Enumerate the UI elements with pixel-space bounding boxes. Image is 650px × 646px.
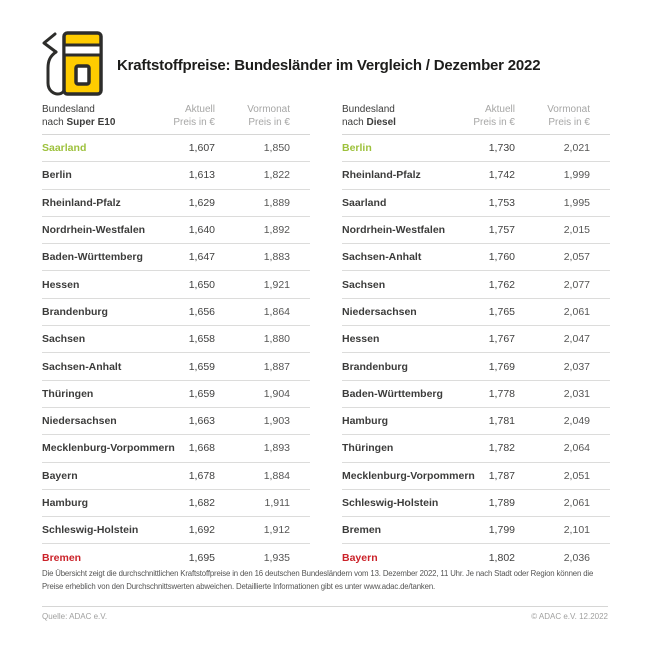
table-row (342, 271, 610, 298)
table-row (342, 544, 610, 570)
state-name: Thüringen (42, 387, 94, 400)
vormonat-price: 2,036 (563, 551, 590, 564)
state-name: Brandenburg (342, 360, 408, 373)
table-header (42, 103, 310, 135)
footnote-line2: Preise erheblich von den Durchschnittswerten abweichen. Detaillierte Informationen gibt es unter www.adac.de/tanken. (42, 581, 436, 591)
vormonat-price: 1,887 (263, 360, 290, 373)
vormonat-price: 1,999 (563, 169, 590, 182)
vormonat-price: 1,864 (263, 305, 290, 318)
table-row (42, 135, 310, 162)
table-row (342, 244, 610, 271)
table-body (42, 135, 310, 571)
column-header-line1: Bundesland (342, 104, 395, 115)
aktuell-price: 1,769 (488, 360, 515, 373)
vormonat-price: 2,015 (563, 224, 590, 237)
state-name: Baden-Württemberg (342, 387, 443, 400)
table-row (42, 490, 310, 517)
fuel-pump-icon (38, 30, 104, 100)
column-header-vormonat: Vormonat Preis in € (547, 104, 590, 128)
state-name: Berlin (42, 169, 72, 182)
table-row (42, 435, 310, 462)
vormonat-price: 2,047 (563, 333, 590, 346)
aktuell-price: 1,730 (488, 142, 515, 155)
state-name: Sachsen (42, 333, 86, 346)
vormonat-price: 1,893 (263, 442, 290, 455)
table-row (42, 326, 310, 353)
vormonat-price: 2,049 (563, 415, 590, 428)
state-name: Bayern (342, 551, 378, 564)
vormonat-price: 2,064 (563, 442, 590, 455)
aktuell-price: 1,765 (488, 305, 515, 318)
aktuell-price: 1,767 (488, 333, 515, 346)
table-row (342, 326, 610, 353)
aktuell-price: 1,789 (488, 497, 515, 509)
vormonat-price: 1,995 (563, 196, 590, 209)
vormonat-price: 1,822 (263, 169, 290, 182)
vormonat-price: 2,037 (563, 360, 590, 373)
state-name: Niedersachsen (42, 415, 117, 428)
state-name: Berlin (342, 142, 372, 155)
vormonat-price: 2,021 (563, 142, 590, 155)
state-name: Brandenburg (42, 305, 108, 318)
aktuell-price: 1,762 (488, 278, 515, 291)
table-body (342, 135, 610, 571)
table-row (42, 544, 310, 570)
table-super-e10 (42, 103, 310, 571)
table-row (42, 299, 310, 326)
aktuell-price: 1,650 (188, 278, 215, 291)
state-name: Mecklenburg-Vorpommern (42, 442, 175, 455)
aktuell-price: 1,640 (188, 224, 215, 237)
table-row (42, 353, 310, 380)
footer-divider (42, 606, 608, 607)
table-row (342, 353, 610, 380)
tables-container (42, 103, 610, 571)
table-row (342, 490, 610, 517)
table-row (42, 190, 310, 217)
state-name: Bremen (42, 551, 82, 564)
table-row (342, 517, 610, 544)
table-row (42, 271, 310, 298)
aktuell-price: 1,692 (188, 524, 215, 537)
fuel-prefix: nach (42, 117, 67, 128)
state-name: Schleswig-Holstein (342, 497, 439, 509)
copyright-label: © ADAC e.V. 12.2022 (531, 612, 608, 621)
state-name: Rheinland-Pfalz (342, 169, 421, 182)
table-row (42, 162, 310, 189)
vormonat-price: 1,912 (263, 524, 290, 537)
table-row (42, 517, 310, 544)
aktuell-price: 1,658 (188, 333, 215, 346)
vormonat-price: 2,031 (563, 387, 590, 400)
vormonat-price: 1,892 (263, 224, 290, 237)
column-header-line1: Bundesland (42, 104, 95, 115)
column-header-aktuell: Aktuell Preis in € (473, 104, 515, 128)
aktuell-price: 1,760 (488, 251, 515, 264)
state-name: Saarland (42, 142, 87, 155)
vormonat-price: 2,057 (563, 251, 590, 264)
table-diesel (342, 103, 610, 571)
table-row (342, 135, 610, 162)
vormonat-price: 2,101 (563, 524, 590, 537)
table-header (342, 103, 610, 135)
vormonat-price: 1,921 (263, 278, 290, 291)
table-row (42, 381, 310, 408)
aktuell-price: 1,647 (188, 251, 215, 264)
vormonat-price: 2,061 (563, 497, 590, 509)
fuel-name: Diesel (366, 117, 396, 128)
table-row (342, 217, 610, 244)
vormonat-price: 2,077 (563, 278, 590, 291)
aktuell-price: 1,659 (188, 360, 215, 373)
state-name: Schleswig-Holstein (42, 524, 139, 537)
aktuell-price: 1,678 (188, 469, 215, 482)
vormonat-price: 2,051 (563, 469, 590, 482)
fuel-prefix: nach (342, 117, 367, 128)
aktuell-price: 1,787 (488, 469, 515, 482)
aktuell-price: 1,782 (488, 442, 515, 455)
state-name: Baden-Württemberg (42, 251, 143, 264)
state-name: Mecklenburg-Vorpommern (342, 469, 475, 482)
vormonat-price: 1,880 (263, 333, 290, 346)
aktuell-price: 1,781 (488, 415, 515, 428)
state-name: Hamburg (42, 497, 89, 509)
aktuell-price: 1,753 (488, 196, 515, 209)
footnote-line1: Die Übersicht zeigt die durchschnittlichen Kraftstoffpreise in den 16 deutschen Bundesländern vom 13. Dezember 2022, 11 Uhr. Je nach Stadt oder Region können die (42, 569, 594, 578)
state-name: Bayern (42, 469, 78, 482)
state-name: Nordrhein-Westfalen (342, 224, 446, 237)
table-row (342, 162, 610, 189)
aktuell-price: 1,682 (188, 497, 215, 509)
table-row (342, 435, 610, 462)
aktuell-price: 1,799 (488, 524, 515, 537)
table-row (42, 217, 310, 244)
vormonat-price: 1,935 (263, 551, 290, 564)
aktuell-price: 1,757 (488, 224, 515, 237)
source-label: Quelle: ADAC e.V. (42, 612, 108, 621)
column-header-vormonat: Vormonat Preis in € (247, 104, 290, 128)
state-name: Nordrhein-Westfalen (42, 224, 146, 237)
vormonat-price: 1,904 (263, 387, 290, 400)
aktuell-price: 1,668 (188, 442, 215, 455)
aktuell-price: 1,659 (188, 387, 215, 400)
state-name: Sachsen (342, 278, 386, 291)
vormonat-price: 1,903 (263, 415, 290, 428)
vormonat-price: 2,061 (563, 305, 590, 318)
state-name: Rheinland-Pfalz (42, 196, 121, 209)
aktuell-price: 1,607 (188, 142, 215, 155)
state-name: Saarland (342, 196, 387, 209)
vormonat-price: 1,883 (263, 251, 290, 264)
aktuell-price: 1,663 (188, 415, 215, 428)
state-name: Hamburg (342, 415, 389, 428)
table-row (342, 381, 610, 408)
aktuell-price: 1,778 (488, 387, 515, 400)
state-name: Sachsen-Anhalt (342, 251, 422, 264)
table-row (42, 244, 310, 271)
header (38, 30, 540, 100)
aktuell-price: 1,802 (488, 551, 515, 564)
aktuell-price: 1,629 (188, 196, 215, 209)
vormonat-price: 1,889 (263, 196, 290, 209)
column-header-line2 (342, 116, 437, 129)
state-name: Hessen (342, 333, 380, 346)
table-row (342, 463, 610, 490)
column-header-bundesland (42, 103, 137, 129)
state-name: Bremen (342, 524, 382, 537)
vormonat-price: 1,884 (263, 469, 290, 482)
page-title: Kraftstoffpreise: Bundesländer im Vergleich / Dezember 2022 (117, 56, 541, 74)
column-header-bundesland (342, 103, 437, 129)
fuel-name: Super E10 (66, 117, 116, 128)
aktuell-price: 1,656 (188, 305, 215, 318)
column-header-line2 (42, 116, 137, 129)
state-name: Niedersachsen (342, 305, 417, 318)
table-row (42, 408, 310, 435)
table-row (342, 190, 610, 217)
table-row (342, 408, 610, 435)
column-header-aktuell: Aktuell Preis in € (173, 104, 215, 128)
state-name: Thüringen (342, 442, 394, 455)
table-row (42, 463, 310, 490)
aktuell-price: 1,613 (188, 169, 215, 182)
vormonat-price: 1,911 (264, 497, 290, 509)
footnote (42, 568, 617, 593)
aktuell-price: 1,695 (188, 551, 215, 564)
state-name: Hessen (42, 278, 80, 291)
table-row (342, 299, 610, 326)
footer (42, 612, 608, 621)
vormonat-price: 1,850 (263, 142, 290, 155)
state-name: Sachsen-Anhalt (42, 360, 122, 373)
aktuell-price: 1,742 (488, 169, 515, 182)
